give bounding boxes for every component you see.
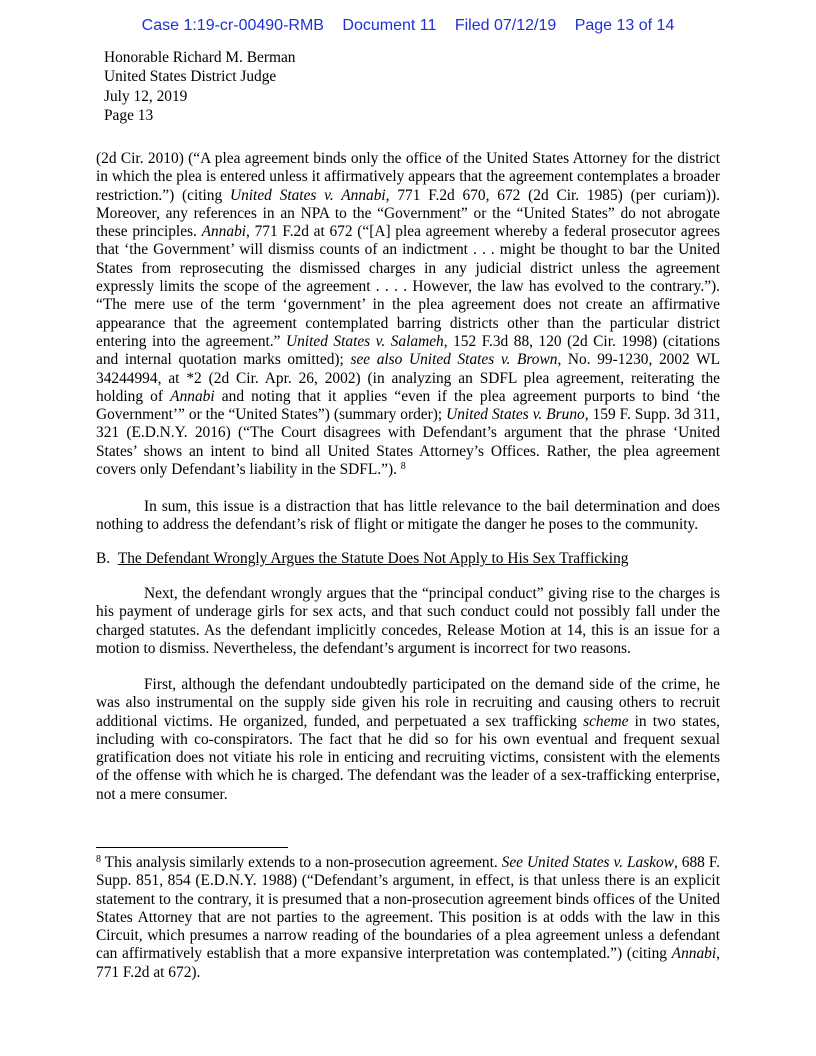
case-number: Case 1:19-cr-00490-RMB bbox=[141, 17, 324, 34]
addressee-title: United States District Judge bbox=[104, 68, 277, 86]
document-number: Document 11 bbox=[342, 17, 437, 34]
letter-date: July 12, 2019 bbox=[104, 87, 188, 105]
case-citation: United States v. Annabi, bbox=[229, 186, 390, 204]
section-heading bbox=[96, 550, 720, 568]
footnote-reference[interactable]: 8 bbox=[400, 461, 406, 473]
case-citation: Annabi bbox=[671, 945, 717, 963]
text-run: , 771 F.2d at 672). bbox=[96, 945, 720, 981]
text-run: 771 F.2d 670, 672 (2d Cir. 1985) (per curiam)). Moreover, any references in an NPA to the “Government” or the “United States” do not abrogate these principles. bbox=[96, 186, 720, 241]
filed-date: Filed 07/12/19 bbox=[454, 17, 557, 34]
addressee-name: Honorable Richard M. Berman bbox=[104, 49, 296, 66]
addressee-block bbox=[104, 48, 295, 126]
case-citation: Annabi bbox=[170, 387, 215, 405]
footnote-divider bbox=[96, 847, 288, 848]
letter-page: Page 13 bbox=[104, 107, 154, 125]
text-run: First, although the defendant undoubtedly participated on the demand side of the crime, he was also instrumental on the supply side given his role in recruiting and causing others to recruit additional victims. He organized, funded, and perpetuated a sex trafficking bbox=[96, 676, 720, 730]
text-run: in two states, including with co-conspirators. The fact that he did so for his own eventual and frequent sexual gratification does not vitiate his role in enticing and recruiting victims, consistent with the elements of the offense with which he is charged. The defendant was the leader of a sex-trafficking enterprise, not a mere consumer. bbox=[96, 712, 720, 803]
text-run: , 688 F. Supp. 851, 854 (E.D.N.Y. 1988) (“Defendant’s argument, in effect, is that unless there is an explicit statement to the contrary, it is presumed that a non-prosecution agreement binds offices of the United States Attorney that are not parties to the agreement. This position is at odds with the law in this Circuit, which presumes a narrow reading of the boundaries of a plea agreement unless a defendant can affirmatively establish that a more expansive interpretation was contemplated.”) (citing bbox=[96, 854, 720, 963]
argument-intro-text: Next, the defendant wrongly argues that the “principal conduct” giving rise to the charges is his payment of underage girls for sex acts, and that such conduct could not possibly fall under the charged statutes. As the defendant implicitly concedes, Release Motion at 14, this is an issue for a motion to dismiss. Nevertheless, the defendant’s argument is incorrect for two reasons. bbox=[96, 585, 720, 657]
footnote-number: 8 bbox=[96, 854, 101, 865]
case-citation: United States v. Bruno bbox=[446, 406, 585, 424]
case-citation: Annabi bbox=[201, 223, 247, 241]
text-run: , 152 F.3d 88, 120 (2d Cir. 1998) (citations and internal quotation marks omitted); bbox=[96, 332, 721, 369]
text-run: , No. 99-1230, 2002 WL 34244994, at *2 (2d Cir. Apr. 26, 2002) (in analyzing an SDFL plea agreement, reiterating the holding of bbox=[96, 351, 720, 405]
case-citation: see also United States v. Brown bbox=[350, 351, 558, 369]
text-run: This analysis similarly extends to a non-prosecution agreement. bbox=[101, 854, 502, 871]
section-label: B. bbox=[96, 550, 111, 567]
paragraph-summary bbox=[96, 498, 720, 535]
page-indicator: Page 13 of 14 bbox=[574, 17, 675, 34]
text-run: and noting that it applies “even if the plea agreement purports to bind ‘the Government’” or the “United States”) (summary order); bbox=[96, 387, 721, 424]
summary-text: In sum, this issue is a distraction that has little relevance to the bail determination and does nothing to address the defendant’s risk of flight or mitigate the danger he poses to the community. bbox=[96, 498, 720, 534]
case-citation: See United States v. Laskow bbox=[501, 854, 674, 871]
text-run: , 771 F.2d at 672 (“[A] plea agreement whereby a federal prosecutor agrees that ‘the Government’ will dismiss counts of an indictment . . . might be thought to bar the United States from reprosecuting the dismissed charges in any judicial district unless the agreement expressly limits the scope of the agreement . . . . However, the law has evolved to the contrary.”). “The mere use of the term ‘government’ in the plea agreement does not create an affirmative appearance that the agreement contemplated barring districts other than the particular district entering into the agreement.” bbox=[96, 223, 721, 350]
paragraph-argument-intro bbox=[96, 585, 720, 658]
section-title: The Defendant Wrongly Argues the Statute Does Not Apply to His Sex Trafficking bbox=[117, 550, 629, 567]
text-run: (2d Cir. 2010) (“A plea agreement binds only the office of the United States Attorney for the district in which the plea is entered unless it affirmatively appears that the agreement contemplates a broader restriction.”) (citing bbox=[96, 150, 720, 204]
footnote-8 bbox=[96, 854, 720, 982]
paragraph-citations bbox=[96, 150, 720, 479]
case-citation: United States v. Salameh bbox=[286, 332, 444, 350]
case-header bbox=[0, 17, 816, 35]
paragraph-first-reason bbox=[96, 676, 720, 804]
emphasis: scheme bbox=[583, 712, 629, 730]
text-run: , 159 F. Supp. 3d 311, 321 (E.D.N.Y. 2016) (“The Court disagrees with Defendant’s argument that the phrase ‘United States’ shows an intent to bind all United States Attorney’s Offices. Rather, the plea agreement covers only Defendant’s liability in the SDFL.”). bbox=[96, 406, 720, 479]
